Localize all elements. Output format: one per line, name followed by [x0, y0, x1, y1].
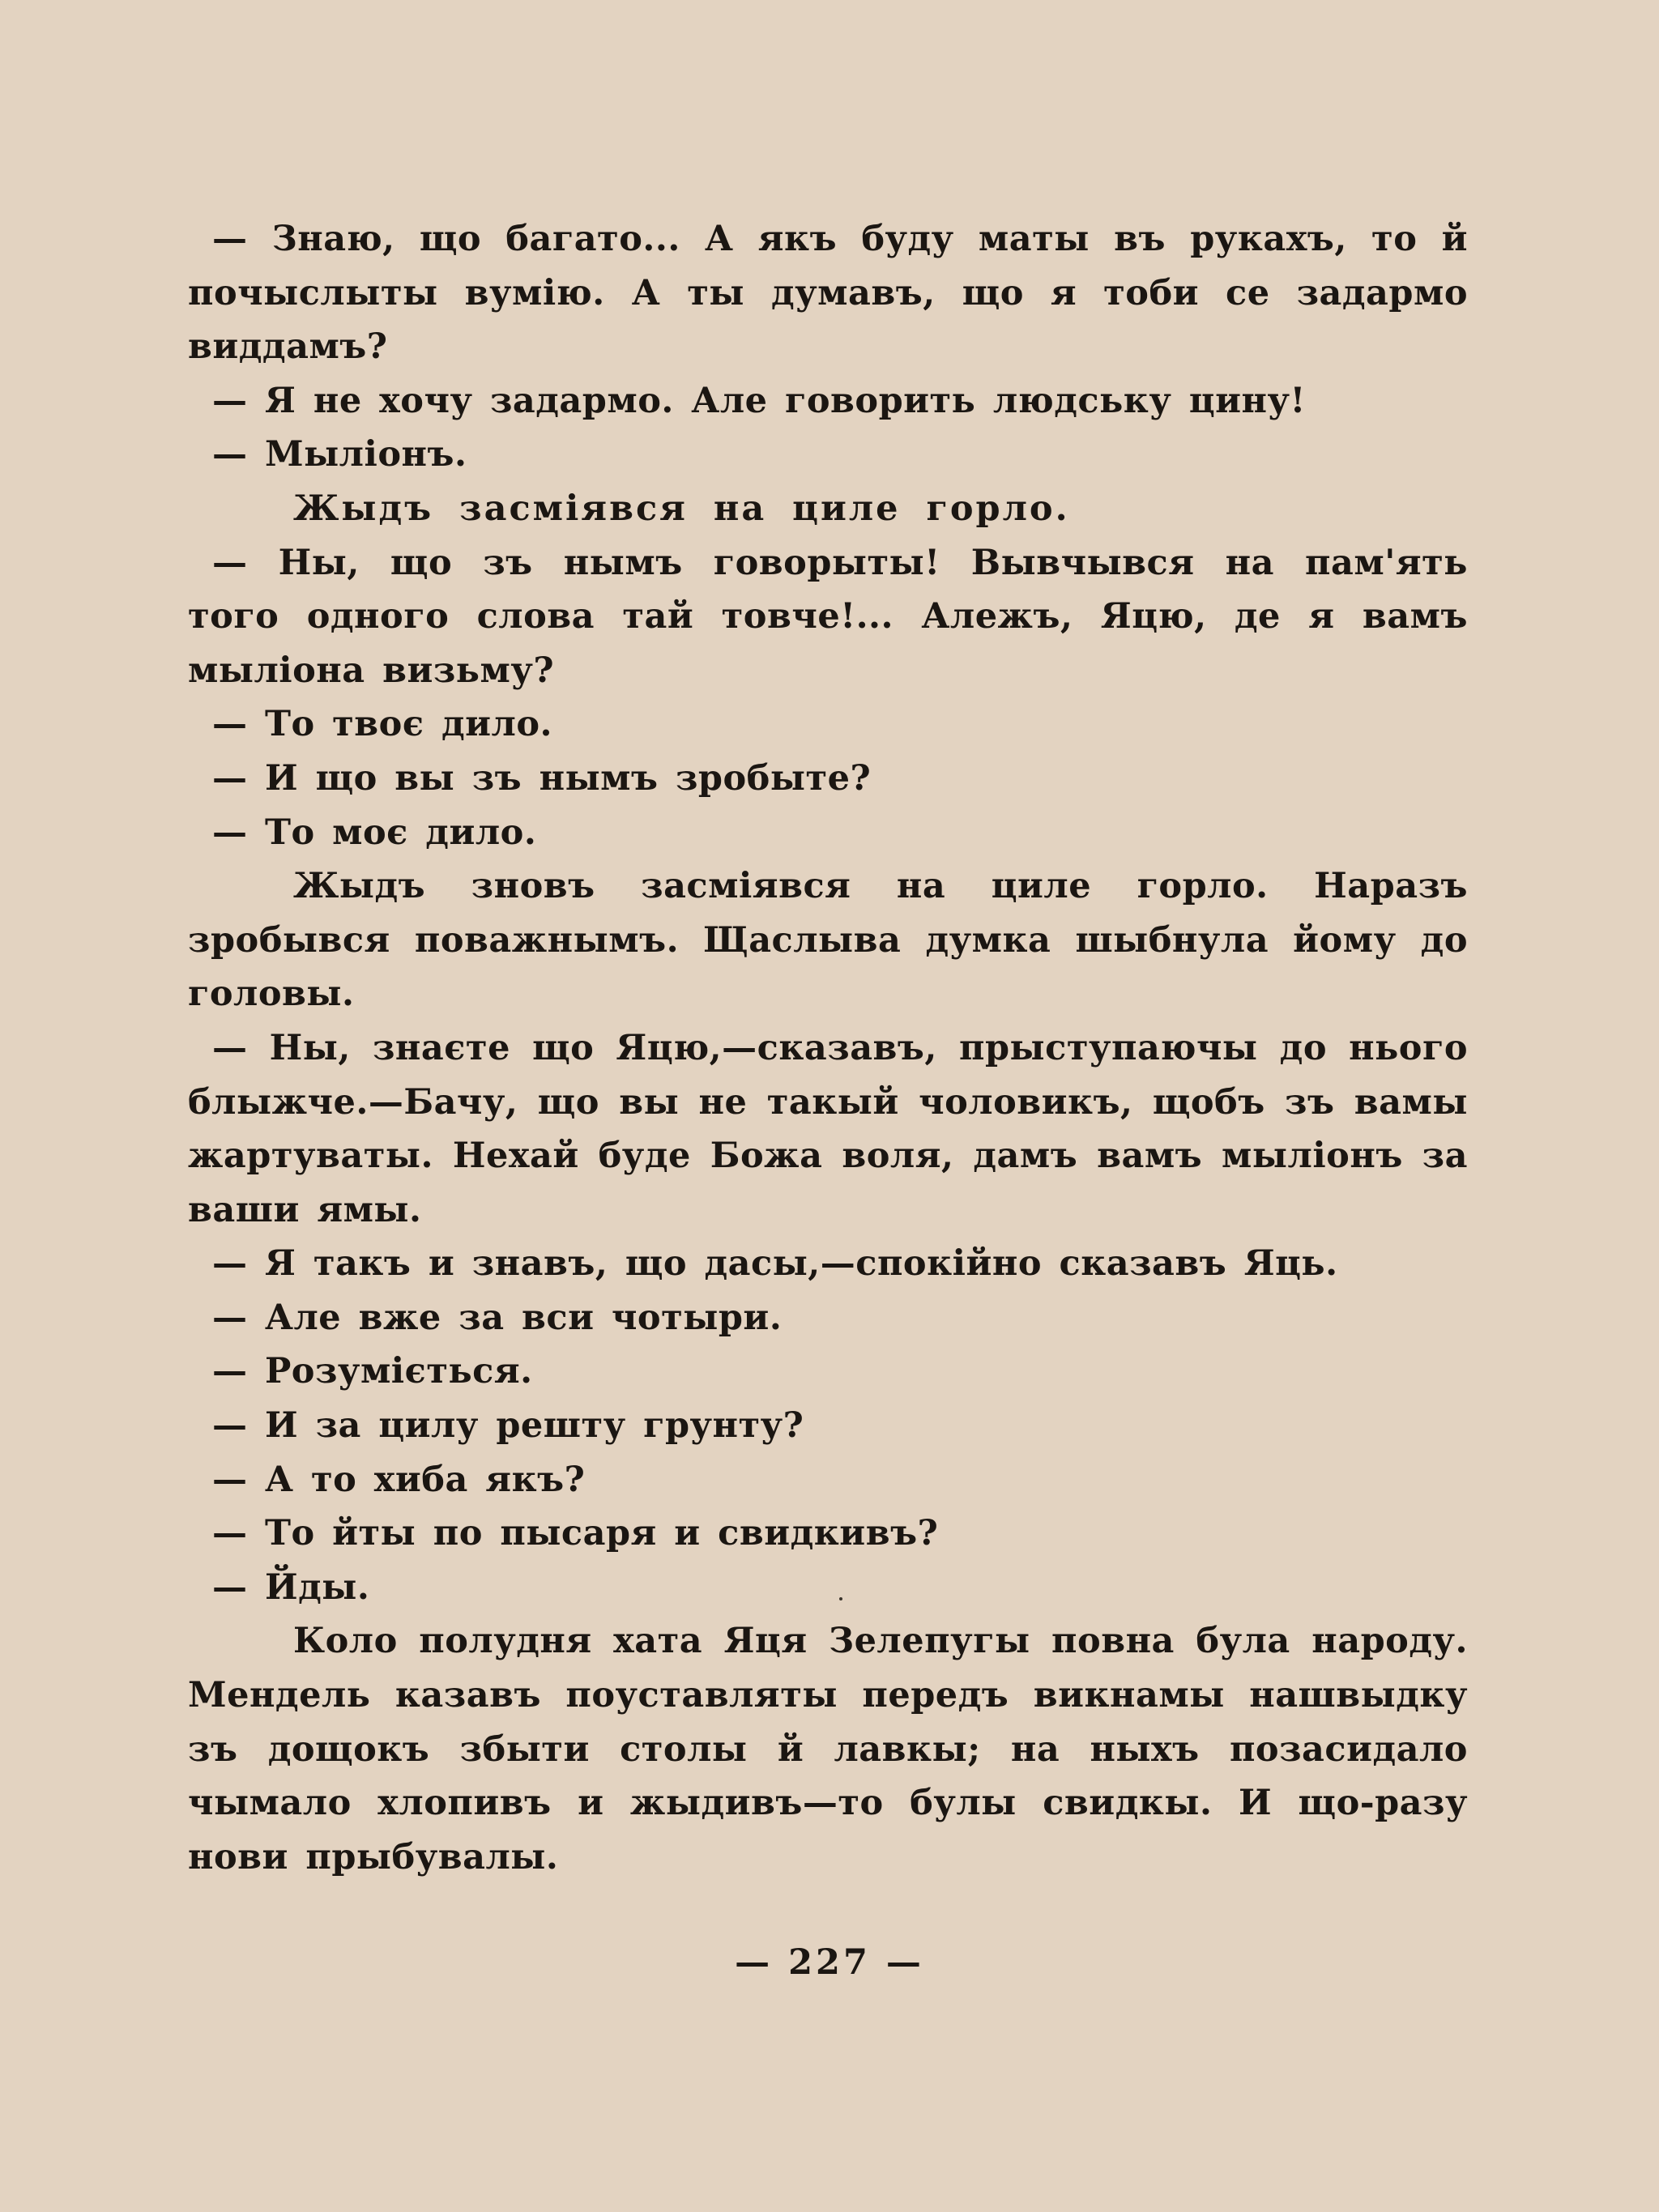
paragraph: — То йты по пысаря и свидкивъ? — [212, 1513, 939, 1554]
paragraph: — То моє дило. — [212, 812, 537, 853]
print-speck — [839, 1597, 842, 1600]
paragraph: — То твоє дило. — [212, 704, 552, 745]
paragraph: — Я такъ и знавъ, що дасы,—спокійно сказавъ Яць. — [212, 1243, 1338, 1285]
paragraph: — А то хиба якъ? — [212, 1459, 586, 1500]
paragraph: — Знаю, що багато... А якъ буду маты въ рукахъ, то й почыслыты вумію. А ты думавъ, що я тоби се задармо виддамъ? — [188, 219, 1468, 368]
paragraph: — Мыліонъ. — [212, 434, 467, 475]
paragraph: Жыдъ засміявся на циле горло. — [293, 488, 1070, 529]
body-text — [188, 212, 1468, 1884]
paragraph: Жыдъ зновъ засміявся на циле горло. Наразъ зробывся поважнымъ. Щаслыва думка шыбнула йому до головы. — [188, 866, 1468, 1015]
paragraph: — Ны, знаєте що Яцю,—сказавъ, прыступаючы до нього блыжче.—Бачу, що вы не такый чоловикъ, щобъ зъ вамы жартуваты. Нехай буде Божа воля, дамъ вамъ мыліонъ за ваши ямы. — [188, 1027, 1468, 1230]
paragraph: — И за цилу решту грунту? — [212, 1405, 804, 1447]
paragraph: Коло полудня хата Яця Зелепугы повна була народу. Мендель казавъ поуставляты передъ викнамы нашвыдку зъ дощокъ збыти столы й лавкы; на ныхъ позасидало чымало хлопивъ и жыдивъ—то булы свидкы. И що-разу нови прыбувалы. — [188, 1621, 1468, 1877]
paragraph: — Розуміється. — [212, 1351, 533, 1392]
paragraph: — И що вы зъ нымъ зробыте? — [212, 757, 872, 799]
page-number: — 227 — — [735, 1942, 924, 1983]
paragraph: — Йды. — [212, 1566, 370, 1608]
paragraph: — Ны, що зъ нымъ говорыты! Вывчывся на пам'ять того одного слова тай товче!... Алежъ, Яцю, де я вамъ мыліона визьму? — [188, 542, 1468, 691]
paragraph: — Я не хочу задармо. Але говорить людську цину! — [212, 380, 1306, 421]
paragraph: — Але вже за вси чотыри. — [212, 1297, 783, 1338]
